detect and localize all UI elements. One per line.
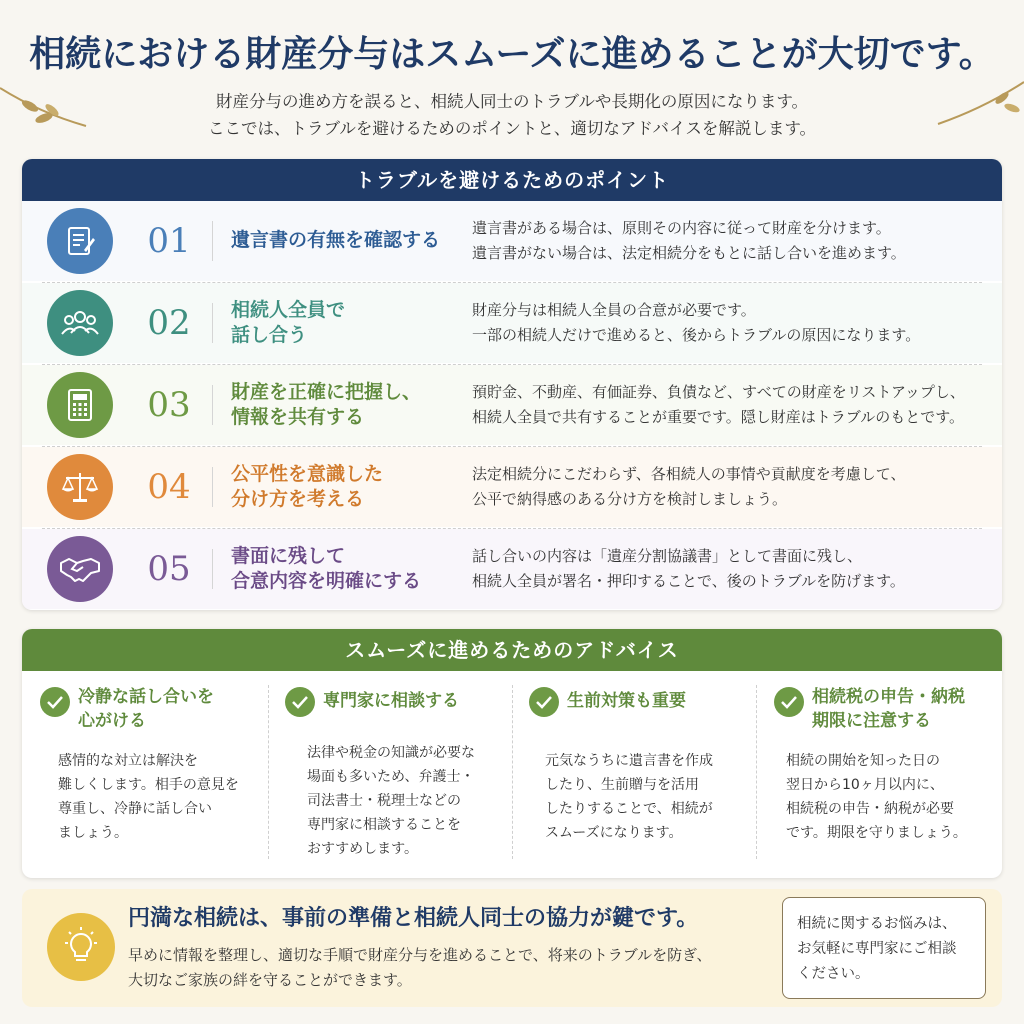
advice-body bbox=[545, 749, 713, 845]
advice-card bbox=[285, 681, 507, 861]
point-description bbox=[472, 380, 965, 430]
point-description bbox=[472, 462, 906, 512]
point-description bbox=[472, 216, 906, 266]
point-title-line: 分け方を考える bbox=[231, 488, 365, 510]
points-panel bbox=[22, 159, 1002, 610]
point-description bbox=[472, 298, 920, 348]
point-desc-line: 預貯金、不動産、有価証券、負債など、すべての財産をリストアップし、 bbox=[472, 383, 965, 401]
document-pen-icon bbox=[47, 208, 113, 274]
point-row bbox=[22, 447, 1002, 527]
point-title-line: 公平性を意識した bbox=[231, 463, 384, 485]
point-title-line: 財産を正確に把握し、 bbox=[231, 381, 422, 403]
advice-card bbox=[774, 681, 996, 861]
advice-card bbox=[40, 681, 262, 861]
advice-body-line: 尊重し、冷静に話し合い bbox=[58, 801, 212, 817]
advice-title bbox=[323, 689, 459, 713]
check-circle-icon bbox=[40, 687, 70, 717]
column-divider bbox=[756, 685, 757, 859]
advice-card bbox=[529, 681, 751, 861]
advice-title bbox=[812, 685, 965, 733]
summary-title: 円満な相続は、事前の準備と相続人同士の協力が鍵です。 bbox=[128, 905, 699, 931]
advice-title-line: 冷静な話し合いを bbox=[78, 687, 214, 707]
point-desc-line: 遺言書がある場合は、原則その内容に従って財産を分けます。 bbox=[472, 219, 891, 237]
point-title bbox=[211, 544, 421, 594]
point-desc-line: 財産分与は相続人全員の合意が必要です。 bbox=[472, 301, 756, 319]
point-title-line: 情報を共有する bbox=[231, 406, 365, 428]
point-title-line: 合意内容を明確にする bbox=[231, 570, 422, 592]
point-row bbox=[22, 529, 1002, 609]
point-number: 04 bbox=[147, 467, 191, 507]
summary-banner bbox=[22, 889, 1002, 1007]
advice-body-line: したりすることで、相続が bbox=[545, 801, 713, 817]
advice-title-line: 心がける bbox=[78, 711, 146, 731]
advice-body bbox=[786, 749, 967, 845]
point-title bbox=[211, 298, 345, 348]
advice-title-line: 専門家に相談する bbox=[323, 691, 459, 711]
consult-line: 相続に関するお悩みは、 bbox=[797, 916, 957, 932]
people-group-icon bbox=[47, 290, 113, 356]
advice-body bbox=[307, 741, 475, 861]
point-desc-line: 相続人全員で共有することが重要です。隠し財産はトラブルのもとです。 bbox=[472, 408, 965, 426]
point-number: 02 bbox=[147, 303, 191, 343]
advice-title-line: 相続税の申告・納税 bbox=[812, 687, 965, 707]
point-desc-line: 一部の相続人だけで進めると、後からトラブルの原因になります。 bbox=[472, 326, 921, 344]
consult-box bbox=[782, 897, 986, 999]
consult-line: ください。 bbox=[797, 966, 870, 982]
column-divider bbox=[268, 685, 269, 859]
summary-body-line: 大切なご家族の絆を守ることができます。 bbox=[128, 971, 412, 989]
advice-title-line: 生前対策も重要 bbox=[567, 691, 686, 711]
column-divider bbox=[512, 685, 513, 859]
point-title-line: 相続人全員で bbox=[231, 299, 346, 321]
advice-body-line: おすすめします。 bbox=[307, 841, 419, 857]
advice-body-line: 翌日から10ヶ月以内に、 bbox=[786, 777, 944, 793]
advice-body-line: 感情的な対立は解決を bbox=[58, 753, 198, 769]
point-description bbox=[472, 544, 905, 594]
point-row bbox=[22, 283, 1002, 363]
summary-body bbox=[128, 943, 712, 993]
advice-body-line: 場面も多いため、弁護士・ bbox=[307, 769, 475, 785]
advice-body-line: 難しくします。相手の意見を bbox=[58, 777, 239, 793]
point-title-line: 書面に残して bbox=[231, 545, 346, 567]
advice-body-line: 相続の開始を知った日の bbox=[786, 753, 940, 769]
advice-title bbox=[567, 689, 686, 713]
summary-body-line: 早めに情報を整理し、適切な手順で財産分与を進めることで、将来のトラブルを防ぎ、 bbox=[128, 946, 712, 964]
check-circle-icon bbox=[285, 687, 315, 717]
point-desc-line: 遺言書がない場合は、法定相続分をもとに話し合いを進めます。 bbox=[472, 244, 906, 262]
lightbulb-icon bbox=[47, 913, 115, 981]
advice-body-line: したり、生前贈与を活用 bbox=[545, 777, 699, 793]
point-title-line: 話し合う bbox=[231, 324, 308, 346]
check-circle-icon bbox=[529, 687, 559, 717]
advice-heading: スムーズに進めるためのアドバイス bbox=[22, 629, 1002, 671]
point-number: 05 bbox=[147, 549, 191, 589]
point-desc-line: 相続人全員が署名・押印することで、後のトラブルを防げます。 bbox=[472, 572, 905, 590]
calculator-icon bbox=[47, 372, 113, 438]
consult-line: お気軽に専門家にご相談 bbox=[797, 941, 957, 957]
advice-body-line: 司法書士・税理士などの bbox=[307, 793, 461, 809]
point-title: 遺言書の有無を確認する bbox=[231, 229, 441, 251]
check-circle-icon bbox=[774, 687, 804, 717]
advice-body-line: ましょう。 bbox=[58, 825, 128, 841]
advice-title-line: 期限に注意する bbox=[812, 711, 931, 731]
advice-body-line: です。期限を守りましょう。 bbox=[786, 825, 967, 841]
handshake-icon bbox=[47, 536, 113, 602]
advice-panel bbox=[22, 629, 1002, 878]
advice-title bbox=[78, 685, 214, 733]
point-desc-line: 法定相続分にこだわらず、各相続人の事情や貢献度を考慮して、 bbox=[472, 465, 906, 483]
points-heading: トラブルを避けるためのポイント bbox=[22, 159, 1002, 201]
advice-body-line: 元気なうちに遺言書を作成 bbox=[545, 753, 713, 769]
intro-line-1: 財産分与の進め方を誤ると、相続人同士のトラブルや長期化の原因になります。 bbox=[215, 92, 809, 111]
advice-body-line: スムーズになります。 bbox=[545, 825, 683, 841]
point-row bbox=[22, 201, 1002, 281]
advice-body bbox=[58, 749, 239, 845]
scales-icon bbox=[47, 454, 113, 520]
advice-body-line: 相続税の申告・納税が必要 bbox=[786, 801, 954, 817]
point-title bbox=[211, 462, 383, 512]
page-title: 相続における財産分与はスムーズに進めることが大切です。 bbox=[29, 33, 995, 75]
intro-text bbox=[0, 88, 1024, 142]
point-row bbox=[22, 365, 1002, 445]
intro-line-2: ここでは、トラブルを避けるためのポイントと、適切なアドバイスを解説します。 bbox=[207, 119, 817, 138]
point-title bbox=[211, 380, 421, 430]
point-desc-line: 公平で納得感のある分け方を検討しましょう。 bbox=[472, 490, 788, 508]
advice-body-line: 専門家に相談することを bbox=[307, 817, 461, 833]
point-number: 01 bbox=[147, 221, 191, 261]
advice-body-line: 法律や税金の知識が必要な bbox=[307, 745, 475, 761]
point-number: 03 bbox=[147, 385, 191, 425]
point-desc-line: 話し合いの内容は「遺産分割協議書」として書面に残し、 bbox=[472, 547, 863, 565]
